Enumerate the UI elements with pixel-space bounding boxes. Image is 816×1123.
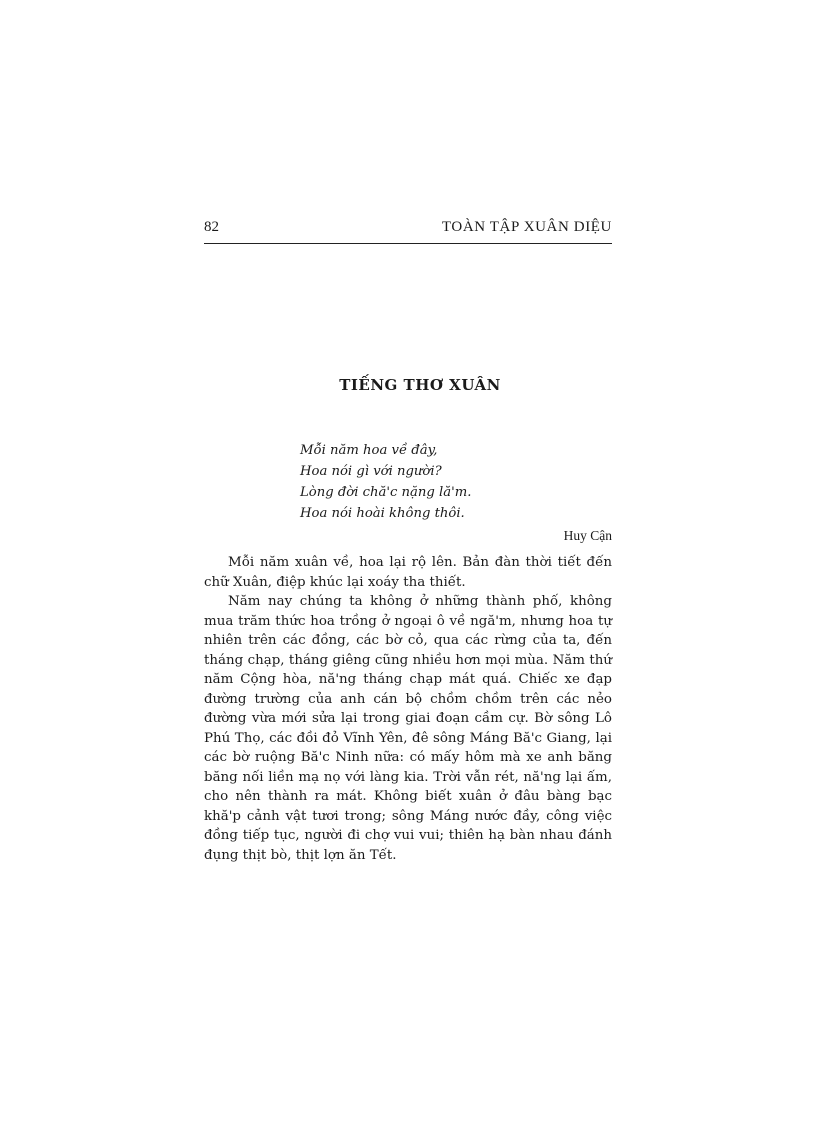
running-header <box>204 219 612 244</box>
epigraph-line: Hoa nói hoài không thôi. <box>300 506 465 521</box>
body-paragraph: Mỗi năm xuân về, hoa lại rộ lên. Bản đàn thời tiết đến chữ Xuân, điệp khúc lại xoáy tha thiết. <box>204 555 612 590</box>
epigraph-attribution: Huy Cận <box>563 528 612 543</box>
book-page <box>204 0 612 1123</box>
epigraph-line: Hoa nói gì với người? <box>300 464 442 479</box>
book-title: TOÀN TẬP XUÂN DIỆU <box>441 219 612 235</box>
epigraph-line: Lòng đời chă'c nặng lă'm. <box>300 485 472 500</box>
poem-title: TIẾNG THƠ XUÂN <box>339 376 501 394</box>
epigraph <box>300 440 600 524</box>
body-paragraph: Năm nay chúng ta không ở những thành phố, không mua trăm thức hoa trồng ở ngoại ô về ngă'm, nhưng hoa tự nhiên trên các đồng, các bờ cỏ, qua các rừng của ta, đến tháng chạp, tháng giêng cũng nhiều hơn mọi mùa. Năm thứ năm Cộng hòa, nă'ng tháng chạp mát quá. Chiếc xe đạp đường trường của anh cán bộ chồm chồm trên các nẻo đường vừa mới sửa lại trong giai đoạn cầm cự. Bờ sông Lô Phú Thọ, các đồi đỏ Vĩnh Yên, đê sông Máng Bă'c Giang, lại các bờ ruộng Bă'c Ninh nữa: có mấy hôm mà xe anh băng băng nối liền mạ nọ với làng kia. Trời vẫn rét, nă'ng lại ấm, cho nên thành ra mát. Không biết xuân ở đâu bàng bạc khă'p cảnh vật tươi trong; sông Máng nước đầy, công việc đồng tiếp tục, người đi chợ vui vui; thiên hạ bàn nhau đánh đụng thịt bò, thịt lợn ăn Tết. <box>204 594 612 863</box>
epigraph-line: Mỗi năm hoa về đây, <box>300 443 438 458</box>
page-number: 82 <box>204 219 219 235</box>
body-text <box>204 553 612 865</box>
